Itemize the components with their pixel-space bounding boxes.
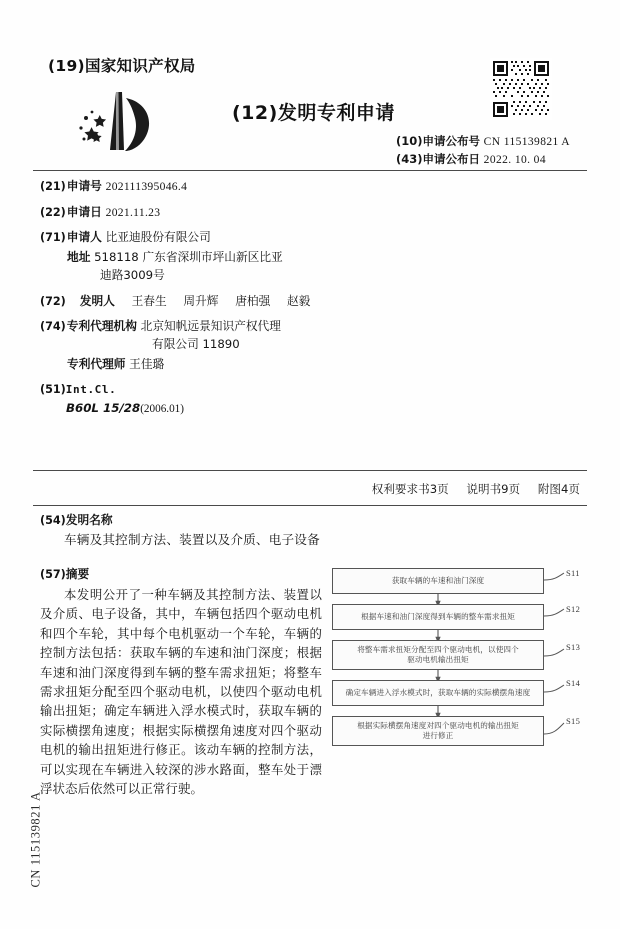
application-number-value: 202111395046.4 <box>105 180 188 193</box>
applicant-name: 比亚迪股份有限公司 <box>105 230 211 244</box>
flow-step-s13 <box>332 640 544 670</box>
agent-name: 王佳璐 <box>129 357 165 371</box>
document-type-code: (12) <box>232 102 278 124</box>
flow-label-s11: S11 <box>566 568 580 578</box>
abstract-flowchart <box>332 568 588 788</box>
drawings-page-count: 附图4页 <box>537 482 580 496</box>
applicant-address-row <box>40 249 370 265</box>
inventor-name: 赵毅 <box>286 293 311 308</box>
abstract-heading <box>40 566 322 582</box>
publication-number-label: 申请公布号 <box>422 134 481 148</box>
applicant-code: (71) <box>40 231 66 244</box>
application-number-code: (21) <box>40 180 66 193</box>
flow-label-s12: S12 <box>566 604 581 614</box>
flow-step-s14 <box>332 680 544 706</box>
agency-name-cont <box>40 336 370 352</box>
invention-title-heading <box>40 512 322 528</box>
claims-page-count: 权利要求书3页 <box>371 482 449 496</box>
flow-step-s11-text: 获取车辆的车速和油门深度 <box>391 576 485 585</box>
inventor-name: 周升辉 <box>183 293 219 308</box>
application-date-code: (22) <box>40 205 66 219</box>
ipc-version: (2006.01) <box>140 402 184 415</box>
publication-number-row <box>396 133 570 151</box>
publication-date-code: (43) <box>396 152 423 166</box>
inventor-name: 王春生 <box>131 293 167 308</box>
flow-step-s13-text: 将整车需求扭矩分配至四个驱动电机，以使四个 驱动电机输出扭矩 <box>357 645 519 664</box>
flow-label-s15: S15 <box>566 716 581 726</box>
field-application-number <box>40 178 370 194</box>
abstract-label: 摘要 <box>65 567 90 581</box>
cnipa-emblem-icon <box>72 88 164 160</box>
invention-title-label: 发明名称 <box>65 513 113 527</box>
page-title: 车辆及其控制方法、装置以及介质、电子设备 <box>64 532 320 547</box>
address-line-2: 迪路3009号 <box>100 268 165 282</box>
inventors-label: 发明人 <box>79 293 115 308</box>
publication-number-code: (10) <box>396 134 423 148</box>
ipc-symbol: B60L 15/28 <box>66 400 141 415</box>
agency-label: 专利代理机构 <box>66 319 137 333</box>
applicant-label: 申请人 <box>66 230 102 244</box>
ipc-label: Int.Cl. <box>65 382 117 396</box>
applicant-address-cont <box>40 267 370 283</box>
field-ipc <box>40 382 370 415</box>
side-publication-code: CN 115139821 A <box>28 791 43 888</box>
document-type-title <box>232 98 395 125</box>
field-applicant <box>40 229 370 283</box>
flow-label-s13: S13 <box>566 642 581 652</box>
agency-name-line-2: 有限公司 11890 <box>152 337 240 351</box>
issuing-office-name: 国家知识产权局 <box>84 57 196 75</box>
flow-step-s12 <box>332 604 544 630</box>
publication-date-label: 申请公布日 <box>422 152 481 166</box>
inventor-name: 唐柏强 <box>235 293 271 308</box>
inventors-code: (72) <box>40 294 66 308</box>
issuing-office-code: (19) <box>48 57 85 75</box>
abstract-code: (57) <box>40 568 66 581</box>
page-count-summary <box>358 481 580 497</box>
flow-step-s15-text: 根据实际横摆角速度对四个驱动电机的输出扭矩 进行修正 <box>357 721 519 740</box>
abstract-text: 本发明公开了一种车辆及其控制方法、装置以及介质、电子设备，其中，车辆包括四个驱动电机和四个车轮，其中每个电机驱动一个车轮，车辆的控制方法包括：获取车辆的车速和油门深度；根据车速和油门深度得到车辆的整车需求扭矩；将整车需求扭矩分配至四个驱动电机，以使四个驱动电机输出扭矩；确定车辆进入浮水模式时，获取车辆的实际横摆角速度；根据实际横摆角速度对四个驱动电机的输出扭矩进行修正。该动车辆的控制方法，可以实现在车辆进入较深的涉水路面，整车处于漂浮状态后依然可以正常行驶。 <box>40 587 322 797</box>
abstract-section <box>40 566 322 798</box>
field-inventors <box>40 293 370 309</box>
flow-step-s14-text: 确定车辆进入浮水模式时，获取车辆的实际横摆角速度 <box>345 688 531 697</box>
application-date-label: 申请日 <box>66 204 102 219</box>
description-page-count: 说明书9页 <box>466 482 521 496</box>
document-type-name: 发明专利申请 <box>277 102 395 124</box>
field-application-date <box>40 204 370 220</box>
mid-divider-bottom <box>33 505 587 506</box>
agent-label: 专利代理师 <box>67 357 126 371</box>
flow-label-s14: S14 <box>566 678 581 688</box>
publication-date-row <box>396 151 570 169</box>
mid-divider-top <box>33 470 587 471</box>
ipc-code: (51) <box>40 382 66 396</box>
flow-step-s15 <box>332 716 544 746</box>
field-agency <box>40 318 370 372</box>
publication-date-value: 2022. 10. 04 <box>483 154 546 166</box>
agency-code: (74) <box>40 320 66 333</box>
agent-row <box>40 356 370 372</box>
header-divider <box>33 170 587 171</box>
qr-code-icon <box>490 58 552 120</box>
flowchart-connectors <box>332 568 588 788</box>
ipc-value-row <box>40 401 370 415</box>
flow-step-s11 <box>332 568 544 594</box>
bibliographic-data <box>40 178 370 424</box>
issuing-office <box>48 54 196 76</box>
agency-name-line-1: 北京知帆远景知识产权代理 <box>140 319 281 333</box>
publication-info <box>396 133 570 169</box>
application-number-label: 申请号 <box>66 179 102 193</box>
application-date-value: 2021.11.23 <box>105 205 161 219</box>
address-label: 地址 <box>67 250 91 264</box>
invention-title-section <box>40 512 322 549</box>
flow-step-s12-text: 根据车速和油门深度得到车辆的整车需求扭矩 <box>361 612 515 621</box>
address-line-1: 518118 广东省深圳市坪山新区比亚 <box>94 250 283 264</box>
publication-number-value: CN 115139821 A <box>483 136 570 148</box>
invention-title-code: (54) <box>40 514 66 527</box>
